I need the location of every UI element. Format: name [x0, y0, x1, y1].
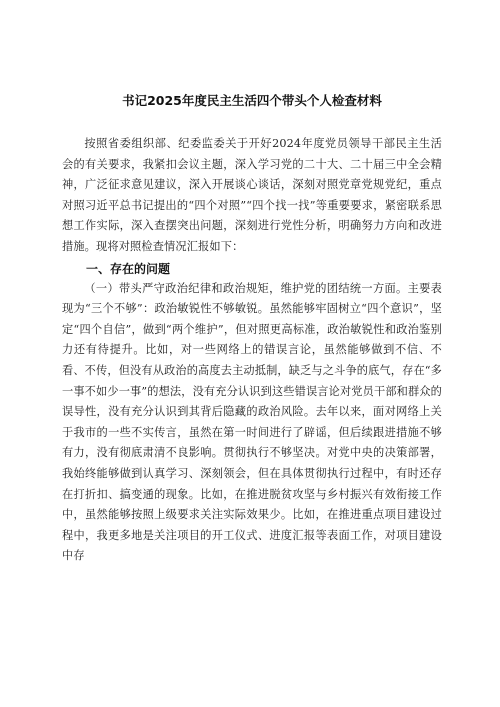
document-title: 书记2025年度民主生活四个带头个人检查材料 — [122, 93, 382, 108]
intro-paragraph: 按照省委组织部、纪委监委关于开好2024年度党员领导干部民主生活会的有关要求，我紧扣会议主题，深入学习党的二十大、二十届三中全会精神，广泛征求意见建议，深入开展谈心谈话，深刻对照党章党规党纪，重点对照习近平总书记提出的“四个对照”“四个找一找”等重要要求，紧密联系思想工作实际，深入查摆突出问题，深刻进行党性分析，明确努力方向和改进措施。现将对照检查情况汇报如下： — [62, 137, 442, 253]
subsection-paragraph: （一）带头严守政治纪律和政治规矩，维护党的团结统一方面。主要表现为“三个不够”：政治敏锐性不够敏锐。虽然能够牢固树立“四个意识”，坚定“四个自信”，做到“两个维护”，但对照更高标准，政治敏锐性和政治鉴别力还有待提升。比如，对一些网络上的错误言论，虽然能够做到不信、不看、不传，但没有从政治的高度去主动抵制，缺乏与之斗争的底气，存在“多一事不如少一事”的想法，没有充分认识到这些错误言论对党员干部和群众的误导性，没有充分认识到其背后隐藏的政治风险。去年以来，面对网络上关于我市的一些不实传言，虽然在第一时间进行了辟谣，但后续跟进措施不够有力，没有彻底肃清不良影响。贯彻执行不够坚决。对党中央的决策部署，我始终能够做到认真学习、深刻领会，但在具体贯彻执行过程中，有时还存在打折扣、搞变通的现象。比如，在推进脱贫攻坚与乡村振兴有效衔接工作中，虽然能够按照上级要求关注实际效果少。比如，在推进重点项目建设过程中，我更多地是关注项目的开工仪式、进度汇报等表面工作，对项目建设中存 — [62, 281, 443, 563]
section-heading-problems: 一、存在的问题 — [86, 261, 171, 276]
